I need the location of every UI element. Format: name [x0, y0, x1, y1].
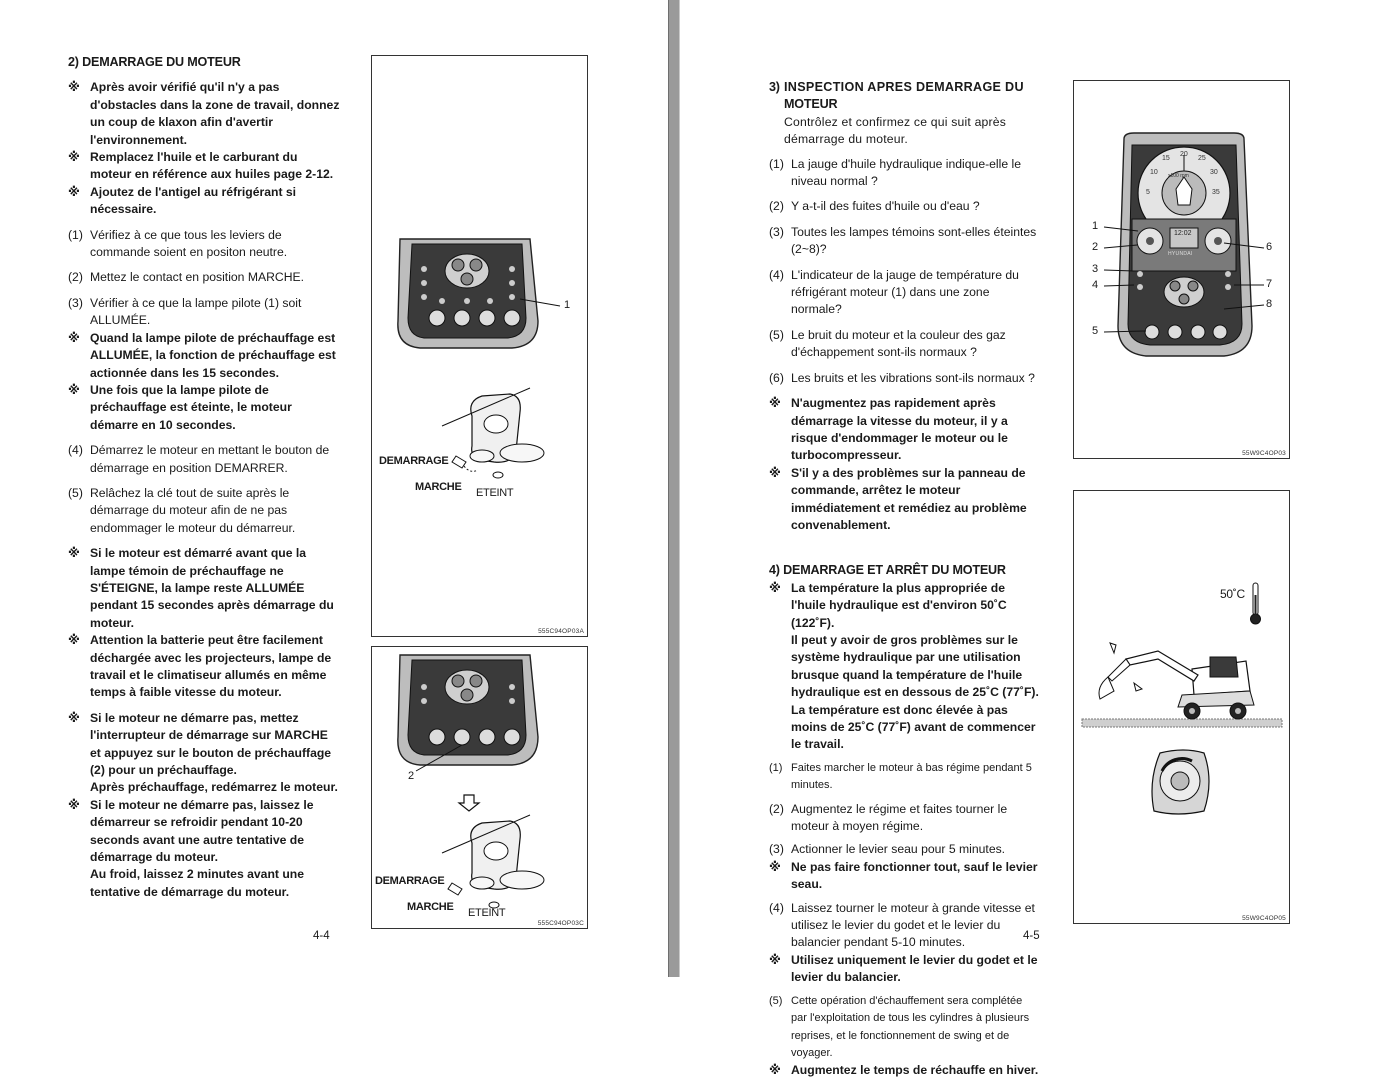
step-number: (2) — [769, 801, 784, 816]
note-mark: ※ — [769, 465, 781, 480]
note-item — [68, 545, 340, 632]
page-gutter — [668, 0, 680, 977]
figure-c-callout-4: 4 — [1092, 279, 1099, 291]
item-text: Si le moteur ne démarre pas, laissez le démarreur se refroidir pendant 10-20 seconds avant une autre tentative de démarrage du moteur. — [90, 797, 314, 865]
excavator-drawing — [1082, 643, 1282, 727]
figure-c-callout-8: 8 — [1266, 298, 1273, 310]
figure-c-drawing — [1074, 81, 1289, 458]
note-mark: ※ — [68, 546, 80, 561]
step-number: (1) — [68, 227, 83, 242]
item-text: La température la plus appropriée de l'huile hydraulique est d'environ 50˚C (122˚F). — [791, 580, 1007, 630]
note-item — [769, 580, 1041, 754]
temperature-label: 50˚C — [1220, 587, 1245, 601]
item-text: Après avoir vérifié qu'il n'y a pas d'obstacles dans la zone de travail, donnez un coup de klaxon afin d'avertir l'environnement. — [90, 80, 340, 147]
note-mark: ※ — [68, 150, 80, 165]
gauge-tick-5: 5 — [1146, 189, 1150, 196]
figure-c-callout-2: 2 — [1092, 241, 1099, 253]
item-text: Y a-t-il des fuites d'huile ou d'eau ? — [791, 199, 980, 214]
step-number: (2) — [769, 199, 784, 214]
item-text: S'il y a des problèmes sur la panneau de commande, arrêtez le moteur immédiatement et remédiez au problème convenablement. — [791, 465, 1027, 532]
step-number: (5) — [769, 327, 784, 342]
item-text: Si le moteur est démarré avant que la lampe témoin de préchauffage ne S'ÉTEIGNE, la lampe reste ALLUMÉE pendant 15 secondes après démarrage du moteur. — [90, 546, 334, 630]
note-mark: ※ — [68, 797, 80, 812]
note-item — [769, 465, 1041, 535]
label-marche: MARCHE — [407, 901, 454, 913]
dashboard-clock: 12:02 — [1174, 230, 1192, 237]
dashboard-brand: HYUNDAI — [1168, 251, 1193, 257]
note-mark: ※ — [769, 859, 781, 874]
instrument-panel-drawing — [398, 239, 560, 348]
label-marche: MARCHE — [415, 481, 462, 493]
figure-c-callout-3: 3 — [1092, 263, 1099, 275]
note-mark: ※ — [68, 382, 80, 397]
gauge-tick-15: 15 — [1162, 155, 1170, 162]
note-item — [68, 184, 340, 219]
figure-a-drawing — [372, 56, 587, 636]
note-mark: ※ — [68, 184, 80, 199]
figure-a-code: 555C94OP03A — [538, 628, 584, 635]
step-number: (1) — [769, 761, 783, 774]
inspection-intro: Contrôlez et confirmez ce qui suit après démarrage du moteur. — [784, 114, 1007, 147]
label-demarrage: DEMARRAGE — [379, 455, 449, 467]
section-heading-demarrage-arret: 4) DEMARRAGE ET ARRÊT DU MOTEUR — [769, 563, 1006, 578]
step-number: (5) — [769, 994, 783, 1007]
figure-c-callout-7: 7 — [1266, 278, 1273, 290]
step-item — [769, 267, 1041, 319]
step-number: (3) — [769, 842, 784, 857]
step-item — [68, 442, 340, 477]
item-text: L'indicateur de la jauge de température du réfrigérant moteur (1) dans une zone normale? — [791, 267, 1019, 317]
figure-dashboard-inspection — [1073, 80, 1290, 459]
item-text: Toutes les lampes témoins sont-elles éteintes (2~8)? — [791, 224, 1037, 257]
note-mark: ※ — [769, 952, 781, 967]
step-item — [769, 327, 1041, 362]
item-text: Remplacez l'huile et le carburant du moteur en référence aux huiles page 2-12. — [90, 150, 334, 182]
item-text: Quand la lampe pilote de préchauffage est ALLUMÉE, la fonction de préchauffage est actionnée dans les 15 secondes. — [90, 330, 336, 380]
item-text: Cette opération d'échauffement sera complétée par l'exploitation de tous les cylindres à plusieurs reprises, et le fonctionnement de swing et de voyager. — [791, 994, 1030, 1059]
label-demarrage: DEMARRAGE — [375, 875, 445, 887]
page-number-left: 4-4 — [313, 930, 330, 942]
figure-c-callout-5: 5 — [1092, 325, 1099, 337]
item-text: Laissez tourner le moteur à grande vitesse et utilisez le levier du godet et le levier du balancier pendant 5-10 minutes. — [791, 900, 1035, 950]
step-item — [769, 801, 1041, 836]
step-item — [769, 900, 1041, 952]
note-mark: ※ — [769, 396, 781, 411]
item-text: Ne pas faire fonctionner tout, sauf le levier seau. — [791, 859, 1038, 892]
item-text: Augmentez le temps de réchauffe en hiver. — [791, 1063, 1039, 1078]
dashboard-drawing — [1104, 133, 1264, 356]
dashboard-rpm-label: x100 rpm — [1168, 173, 1189, 179]
note-item — [769, 395, 1041, 465]
step-item — [769, 224, 1041, 259]
step-item — [769, 198, 1041, 215]
item-text: Relâchez la clé tout de suite après le démarrage du moteur afin de ne pas endommager le moteur du démarreur. — [90, 485, 296, 535]
step-item — [769, 370, 1041, 387]
figure-preheat-panel-key — [371, 646, 588, 929]
step-item — [769, 760, 1041, 795]
figure-b-code: 555C94OP03C — [537, 920, 584, 927]
note-item — [68, 797, 340, 901]
figure-b-callout-2: 2 — [408, 770, 415, 782]
item-text: Le bruit du moteur et la couleur des gaz d'échappement sont-ils normaux ? — [791, 327, 1006, 360]
instrument-panel-drawing — [398, 655, 538, 771]
label-eteint: ETEINT — [476, 487, 514, 499]
note-item — [68, 632, 340, 702]
item-continuation: Au froid, laissez 2 minutes avant une tentative de démarrage du moteur. — [90, 867, 305, 899]
item-text: Ajoutez de l'antigel au réfrigérant si nécessaire. — [90, 184, 297, 217]
step-number: (4) — [769, 900, 784, 915]
item-text: Les bruits et les vibrations sont-ils normaux ? — [791, 370, 1035, 385]
step-item — [68, 227, 340, 262]
note-item — [68, 710, 340, 797]
note-item — [769, 1062, 1041, 1079]
note-mark: ※ — [68, 633, 80, 648]
figure-d-drawing — [1074, 491, 1289, 923]
step-number: (2) — [68, 270, 83, 285]
step-item — [68, 295, 340, 330]
figure-d-code: 55W9C4OP05 — [1242, 915, 1286, 922]
note-mark: ※ — [68, 330, 80, 345]
figure-c-callout-1: 1 — [1092, 220, 1099, 232]
item-text: Utilisez uniquement le levier du godet et le levier du balancier. — [791, 952, 1038, 985]
item-continuation: Il peut y avoir de gros problèmes sur le système hydraulique par une utilisation brusque quand la température de l'huile hydraulique est en dessous de 25˚C (77˚F). — [791, 632, 1039, 700]
ignition-key-drawing — [442, 388, 544, 478]
step-number: (3) — [68, 295, 83, 310]
step-number: (4) — [769, 267, 784, 282]
note-item — [769, 859, 1041, 894]
item-text: Mettez le contact en position MARCHE. — [90, 270, 305, 285]
note-mark: ※ — [769, 580, 781, 595]
gauge-tick-30: 30 — [1210, 169, 1218, 176]
section-heading-inspection: 3) INSPECTION APRES DEMARRAGE DU MOTEUR — [769, 80, 1024, 112]
note-item — [769, 952, 1041, 987]
down-arrow-icon — [459, 795, 479, 811]
figure-c-callout-6: 6 — [1266, 241, 1273, 253]
right-page — [680, 0, 1389, 1078]
item-text: La jauge d'huile hydraulique indique-elle le niveau normal ? — [791, 156, 1021, 189]
gauge-tick-20: 20 — [1180, 151, 1188, 158]
step-item — [769, 841, 1041, 858]
step-number: (5) — [68, 485, 83, 500]
note-mark: ※ — [68, 710, 80, 725]
item-text: Augmentez le régime et faites tourner le moteur à moyen régime. — [791, 801, 1008, 834]
left-page — [0, 0, 668, 977]
step-item — [68, 269, 340, 286]
note-mark: ※ — [769, 1063, 781, 1078]
thermometer-icon — [1251, 583, 1261, 624]
item-text: Si le moteur ne démarre pas, mettez l'interrupteur de démarrage sur MARCHE et appuyez sur le bouton de préchauffage (2) pour un préchauffage. — [90, 710, 332, 778]
item-text: N'augmentez pas rapidement après démarrage la vitesse du moteur, il y a risque d'endommager le moteur ou le turbocompresseur. — [791, 396, 1008, 463]
figure-start-panel-key — [371, 55, 588, 637]
note-mark: ※ — [68, 80, 80, 95]
item-text: Une fois que la lampe pilote de préchauffage est éteinte, le moteur démarre en 10 secondes. — [90, 382, 292, 432]
page-number-right: 4-5 — [1023, 930, 1040, 942]
step-number: (3) — [769, 224, 784, 239]
item-continuation: Après préchauffage, redémarrez le moteur. — [90, 780, 338, 795]
note-item — [68, 382, 340, 434]
item-text: Vérifiez à ce que tous les leviers de commande soient en positon neutre. — [90, 227, 288, 260]
gauge-tick-10: 10 — [1150, 169, 1158, 176]
step-number: (1) — [769, 156, 784, 171]
ignition-key-drawing — [442, 815, 544, 908]
item-text: Démarrez le moteur en mettant le bouton de démarrage en position DEMARRER. — [90, 443, 330, 475]
gauge-tick-35: 35 — [1212, 189, 1220, 196]
item-text: Attention la batterie peut être facilement déchargée avec les projecteurs, lampe de travail et le climatiseur allumés en même temps à faible vitesse du moteur. — [90, 633, 332, 700]
section-heading-demarrage: 2) DEMARRAGE DU MOTEUR — [68, 55, 241, 69]
item-continuation: La température est donc élevée à pas moins de 25˚C (77˚F) avant de commencer le travail. — [791, 702, 1036, 752]
item-text: Actionner le levier seau pour 5 minutes. — [791, 842, 1006, 857]
note-item — [68, 330, 340, 382]
figure-a-callout-1: 1 — [564, 299, 571, 311]
step-item — [68, 485, 340, 537]
figure-warmup-excavator — [1073, 490, 1290, 924]
right-text-column — [769, 79, 1041, 1080]
item-text: Vérifier à ce que la lampe pilote (1) soit ALLUMÉE. — [90, 295, 302, 328]
step-number: (4) — [68, 443, 83, 458]
figure-c-code: 55W9C4OP03 — [1242, 450, 1286, 457]
label-eteint: ETEINT — [468, 907, 506, 919]
note-item — [68, 149, 340, 184]
step-number: (6) — [769, 370, 784, 385]
note-item — [68, 79, 340, 149]
step-item — [769, 993, 1041, 1063]
throttle-dial-drawing — [1152, 750, 1209, 814]
item-text: Faites marcher le moteur à bas régime pendant 5 minutes. — [791, 761, 1032, 792]
step-item — [769, 156, 1041, 191]
left-text-column — [68, 54, 340, 901]
gauge-tick-25: 25 — [1198, 155, 1206, 162]
